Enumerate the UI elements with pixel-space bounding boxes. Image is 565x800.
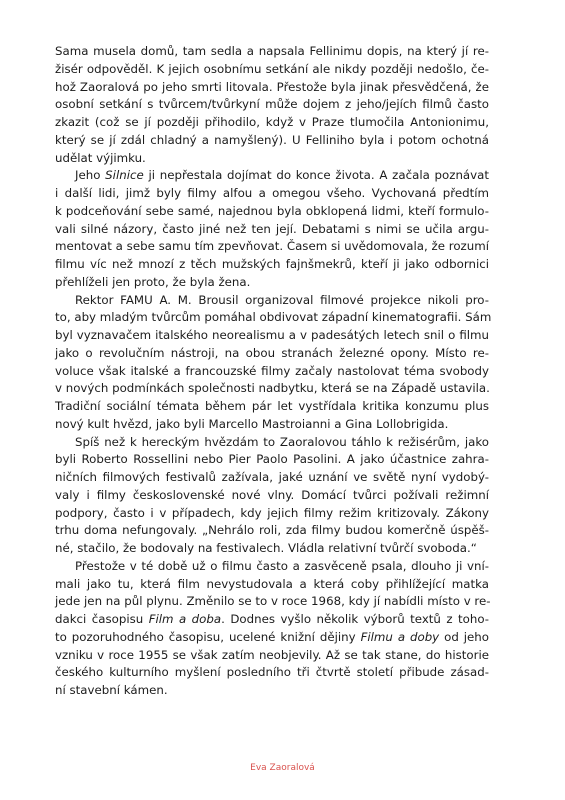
text-line [55,469,489,487]
text-line [55,292,489,310]
text-run: Rektor FAMU A. M. Brousil organizoval filmové projekce nikoli pro- [75,292,489,307]
text-run: mali jako tu, která film nevystudovala a která coby přihlížející matka [55,576,489,591]
text-line [55,363,489,381]
text-line [55,185,489,203]
text-run: mentovat a sebe samu tím zpevňovat. Časem si uvědomovala, že rozumí [55,239,489,254]
body-text [55,43,492,700]
text-line [55,487,489,505]
text-line [55,522,489,540]
text-line [55,380,489,398]
paragraph [55,558,489,700]
text-line [55,96,489,114]
text-line [55,664,489,682]
text-line [55,61,489,79]
paragraph [55,434,489,558]
text-run: i další lidi, jimž byly filmy alfou a omegou všeho. Vychovaná předtím [55,186,489,200]
text-line [55,167,489,185]
text-run: ji nepřestala dojímat do konce života. A začala poznávat [143,168,489,183]
text-line [55,43,489,61]
running-footer: Eva Zaoralová [250,763,315,773]
text-run: dakci časopisu [55,612,149,626]
text-run: ní stavební kámen. [55,683,168,697]
text-line [55,150,489,168]
text-line [55,79,489,97]
text-line [55,576,489,594]
text-run: . Dodnes vyšlo několik výborů textů z toho- [221,612,490,626]
text-line [55,398,489,416]
text-run: Spíš než k hereckým hvězdám to Zaoralovou táhlo k režisérům, jako [75,434,489,449]
text-line [55,327,489,345]
text-run: od jeho [439,629,489,644]
text-line [55,238,489,256]
italic-title: Filmu a doby [360,629,440,644]
text-run: filmu víc než mnozí z těch mužských fajnšmekrů, kteří ji jako odbornici [55,257,489,271]
text-run: k podceňování sebe samé, najednou byla obklopená lidmi, kteří formulo- [55,203,489,218]
text-line [55,345,489,363]
text-line [55,611,489,629]
text-run: zkazit (což se jí později přihodilo, když v Praze tlumočila Antonionimu, [55,115,489,129]
text-line [55,132,489,150]
text-line [55,416,489,434]
text-run: byli Roberto Rossellini nebo Pier Paolo Pasolini. A jako účastnice zahra- [55,452,489,467]
text-run: udělat výjimku. [55,150,146,165]
paragraph [55,43,489,167]
text-run: nový kult hvězd, jako byli Marcello Mastroianni a Gina Lollobrigida. [55,416,449,431]
text-run: českého kulturního myšlení posledního tři čtvrtě století přibude zásad- [55,665,489,680]
text-line [55,221,489,239]
text-run: voluce však italské a francouzské filmy začaly nastolovat téma svobody [55,363,489,378]
text-run: žisér odpověděl. K jejich osobnímu setkání ale nikdy později nedošlo, če- [55,61,489,76]
text-run: jako o revolučním nástroji, na obou stranách železné opony. Místo re- [55,345,489,360]
paragraph [55,167,489,291]
italic-title: Silnice [105,168,144,183]
text-line [55,629,489,647]
text-run: né, stačilo, že bodovaly na festivalech. Vládla relativní tvůrčí svoboda.“ [55,541,477,555]
text-run: to, aby mladým tvůrcům pomáhal obdivovat západní kinematografii. Sám [55,310,492,325]
text-line [55,647,489,665]
text-line [55,274,489,292]
text-run: Tradiční sociální témata během pár let vystřídala kritika konzumu plus [55,399,489,413]
text-run: valy i filmy československé nové vlny. Domácí tvůrci požívali režimní [55,487,489,502]
text-run: podpory, často i v případech, kdy jejich filmy režim kritizovaly. Zákony [55,505,489,520]
text-run: přehlíželi jen proto, že byla žena. [55,274,251,289]
text-line [55,558,489,576]
italic-title: Film a doba [148,612,222,626]
text-run: byl vyznavačem italského neorealismu a v padesátých letech snil o filmu [55,328,489,342]
text-line [55,309,492,327]
text-run: hož Zaoralová po jeho smrti litovala. Přestože byla jinak přesvědčená, že [55,79,489,94]
text-run: Přestože v té době už o filmu často a zasvěceně psala, dlouho ji vní- [75,558,489,573]
text-run: to pozoruhodného časopisu, ucelené knižní dějiny [55,629,361,644]
text-line [55,682,489,700]
text-line [55,593,489,611]
text-run: vzniku v roce 1955 se však zatím neobjevily. Až se tak stane, do historie [55,647,489,662]
text-run: v nových podmínkách společnosti nadbytku, která se na Západě ustavila. [55,381,490,396]
text-line [55,505,489,523]
text-line [55,203,489,221]
text-line [55,434,489,452]
paragraph [55,292,492,434]
text-run: vali silné názory, často jiné než ten její. Debatami s nimi se učila argu- [55,221,489,236]
text-line [55,114,489,132]
text-run: Jeho [75,168,106,183]
text-run: Sama musela domů, tam sedla a napsala Fellinimu dopis, na který jí re- [55,44,489,58]
text-line [55,451,489,469]
text-run: ničních filmových festivalů zažívala, jaké uznání ve světě nyní vydobý- [55,470,489,484]
text-run: jede jen na půl plynu. Změnilo se to v roce 1968, kdy jí nabídli místo v re- [55,594,491,609]
text-line [55,256,489,274]
text-run: osobní setkání s tvůrcem/tvůrkyní může dojem z jeho/jejích filmů často [55,97,489,112]
text-run: který se jí zdál chladný a namyšlený). U Felliniho byla i potom ochotná [55,132,489,147]
text-line [55,540,489,558]
text-run: trhu doma nefungovaly. „Nehrálo roli, zda filmy budou komerčně úspěš- [55,523,489,538]
